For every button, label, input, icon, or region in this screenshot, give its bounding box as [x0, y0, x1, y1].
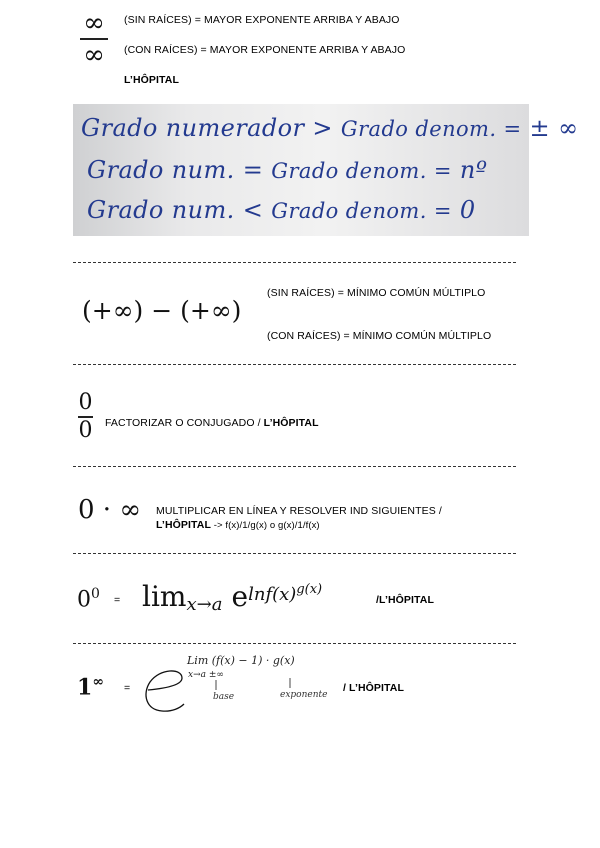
divider	[73, 553, 516, 554]
numerator-infinity: ∞	[83, 8, 105, 38]
inf-inf-lhopital: L’HÔPITAL	[124, 74, 179, 86]
denominator-infinity: ∞	[83, 40, 105, 70]
divider	[73, 466, 516, 467]
lim-subscript: x→a	[186, 594, 223, 616]
handwritten-label-base: base	[213, 692, 235, 702]
limit-formula	[142, 580, 322, 615]
handwritten-degree-rules	[73, 104, 579, 236]
zero-power-zero-expression	[77, 586, 100, 612]
zero-zero-instructions	[105, 417, 319, 429]
denominator-zero: 0	[78, 418, 93, 443]
divider	[73, 262, 516, 263]
one-pow-inf-equals: =	[124, 682, 131, 694]
exponent-infinity: ∞	[92, 674, 104, 690]
base-zero: 0	[77, 587, 91, 613]
one-power-infinity-expression	[77, 674, 104, 700]
handwritten-rule-2: Grado num. = Grado denom. = nº	[87, 156, 488, 184]
inf-minus-inf-con-raices: (CON RAÍCES) = MÍNIMO COMÚN MÚLTIPLO	[267, 330, 492, 342]
one-pow-inf-lhopital: / L’HÔPITAL	[343, 682, 404, 694]
handwritten-limit-top: Lim (f(x) − 1) · g(x)	[187, 654, 295, 667]
base-one: 1	[77, 674, 93, 701]
numerator-zero: 0	[78, 390, 93, 415]
handwritten-label-exponente: exponente	[280, 690, 328, 700]
handwritten-limit-sub: x→a ±∞	[188, 670, 224, 680]
exponent-gx: g(x)	[296, 581, 323, 597]
exponent-lnf: lnf(x)	[248, 583, 297, 605]
infinity-minus-infinity-expression: (+∞) − (+∞)	[82, 296, 242, 325]
zero-pow-zero-equals: =	[114, 594, 121, 606]
zero-inf-line-1: MULTIPLICAR EN LÍNEA Y RESOLVER IND SIGUIENTES /	[156, 505, 442, 517]
inf-minus-inf-sin-raices: (SIN RAÍCES) = MÍNIMO COMÚN MÚLTIPLO	[267, 287, 486, 299]
lim-word: lim	[142, 580, 187, 613]
zero-over-zero-symbol	[78, 392, 93, 442]
handwritten-e-formula	[140, 660, 340, 716]
zero-pow-zero-lhopital: /L’HÔPITAL	[376, 594, 434, 606]
zero-zero-text: FACTORIZAR O CONJUGADO /	[105, 417, 264, 429]
zero-zero-lhopital: L’HÔPITAL	[263, 417, 319, 429]
inf-inf-sin-raices: (SIN RAÍCES) = MAYOR EXPONENTE ARRIBA Y ABAJO	[124, 14, 400, 26]
handwritten-rule-3: Grado num. < Grado denom. = 0	[87, 196, 476, 224]
zero-inf-formula: -> f(x)/1/g(x) o g(x)/1/f(x)	[210, 520, 320, 531]
infinity-over-infinity-symbol	[80, 10, 108, 68]
handwritten-rule-1: Grado numerador > Grado denom. = ± ∞	[81, 114, 579, 142]
euler-e: e	[231, 580, 249, 613]
divider	[73, 364, 516, 365]
zero-times-infinity-expression: 0 · ∞	[78, 495, 141, 525]
divider	[73, 643, 516, 644]
zero-inf-line-2	[156, 519, 320, 531]
exponent-zero: 0	[91, 586, 100, 602]
inf-inf-con-raices: (CON RAÍCES) = MAYOR EXPONENTE ARRIBA Y ABAJO	[124, 44, 406, 56]
handwritten-e-stroke	[146, 671, 184, 711]
zero-inf-lhopital: L’HÔPITAL	[156, 519, 211, 531]
